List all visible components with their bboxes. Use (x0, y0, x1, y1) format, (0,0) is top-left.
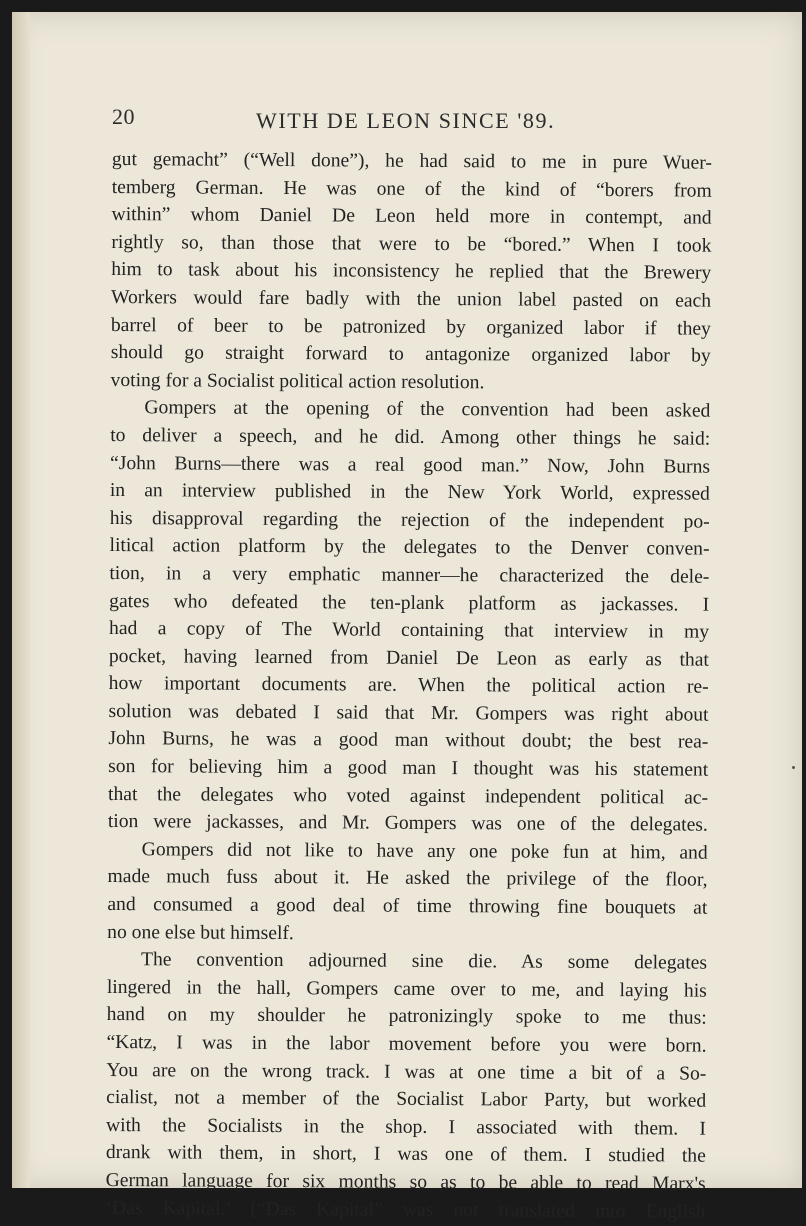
text-line: solution was debated I said that Mr. Gompers was right about (108, 700, 709, 726)
text-line: Workers would fare badly with the union label pasted on each (111, 286, 712, 312)
text-line: that the delegates who voted against independent political ac- (107, 783, 709, 809)
text-line: barrel of beer to be patronized by organized labor if they (110, 314, 711, 340)
text-line: his disapproval regarding the rejection of the independent po- (109, 507, 710, 533)
text-line: voting for a Socialist political action resolution. (110, 369, 485, 394)
text-line: how important documents are. When the political action re- (108, 673, 709, 698)
text-line: him to task about his inconsistency he replied that the Brewery (111, 259, 712, 285)
text-line: lingered in the hall, Gompers came over to me, and laying his (106, 976, 707, 1002)
text-line: “John Burns—there was a real good man.” Now, John Burns (109, 452, 711, 478)
text-line: cialist, not a member of the Socialist Labor Party, but worked (106, 1087, 707, 1112)
text-line: no one else but himself. (107, 921, 294, 944)
text-line: German language for six months so as to be able to read Marx's (105, 1169, 706, 1195)
text-line: Gompers at the opening of the convention had been asked (144, 397, 711, 423)
text-line: John Burns, he was a good man without doubt; the best rea- (108, 728, 709, 754)
text-line: The convention adjourned sine die. As some delegates (140, 949, 708, 974)
text-line: hand on my shoulder he patronizingly spoke to me thus: (106, 1004, 707, 1030)
text-line: ‘Das Kapital.’ [“Das Kapital” was not translated into English (105, 1197, 706, 1223)
text-line: temberg German. He was one of the kind of “borers from (111, 176, 712, 202)
body-text (105, 146, 712, 1226)
text-line: drank with them, in short, I was one of them. I studied the (105, 1142, 706, 1168)
text-line: had a copy of The World containing that interview in my (108, 618, 710, 643)
text-line: to deliver a speech, and he did. Among other things he said: (110, 424, 711, 450)
text-line: gut gemacht” (“Well done”), he had said to me in pure Wuer- (111, 148, 712, 174)
text-line: “Katz, I was in the labor movement before you were born. (106, 1031, 707, 1057)
paper-speck (792, 766, 795, 769)
text-line: tion were jackasses, and Mr. Gompers was one of the delegates. (107, 811, 708, 836)
page-number: 20 (112, 104, 135, 129)
page-gutter (12, 12, 30, 1188)
text-line: son for believing him a good man I thought was his statement (108, 756, 709, 781)
text-line: should go straight forward to antagonize organized labor by (110, 342, 711, 367)
running-title: WITH DE LEON SINCE '89. (256, 108, 556, 133)
text-line: with the Socialists in the shop. I associated with them. I (105, 1114, 707, 1140)
text-line: within” whom Daniel De Leon held more in contempt, and (111, 204, 712, 229)
text-line: gates who defeated the ten-plank platform as jackasses. I (109, 590, 710, 616)
text-line: in an interview published in the New York World, expressed (109, 480, 710, 505)
text-line: pocket, having learned from Daniel De Leon as early as that (108, 645, 709, 671)
text-line: tion, in a very emphatic manner—he characterized the dele- (109, 562, 710, 588)
text-line: and consumed a good deal of time throwing fine bouquets at (107, 894, 708, 919)
text-line: litical action platform by the delegates to the Denver conven- (109, 535, 710, 560)
text-line: You are on the wrong track. I was at one time a bit of a So- (106, 1059, 707, 1085)
page-header (112, 100, 712, 140)
text-line: made much fuss about it. He asked the privilege of the floor, (107, 866, 708, 892)
text-line: Gompers did not like to have any one poke fun at him, and (141, 839, 708, 864)
text-line: rightly so, than those that were to be “bored.” When I took (111, 231, 712, 257)
